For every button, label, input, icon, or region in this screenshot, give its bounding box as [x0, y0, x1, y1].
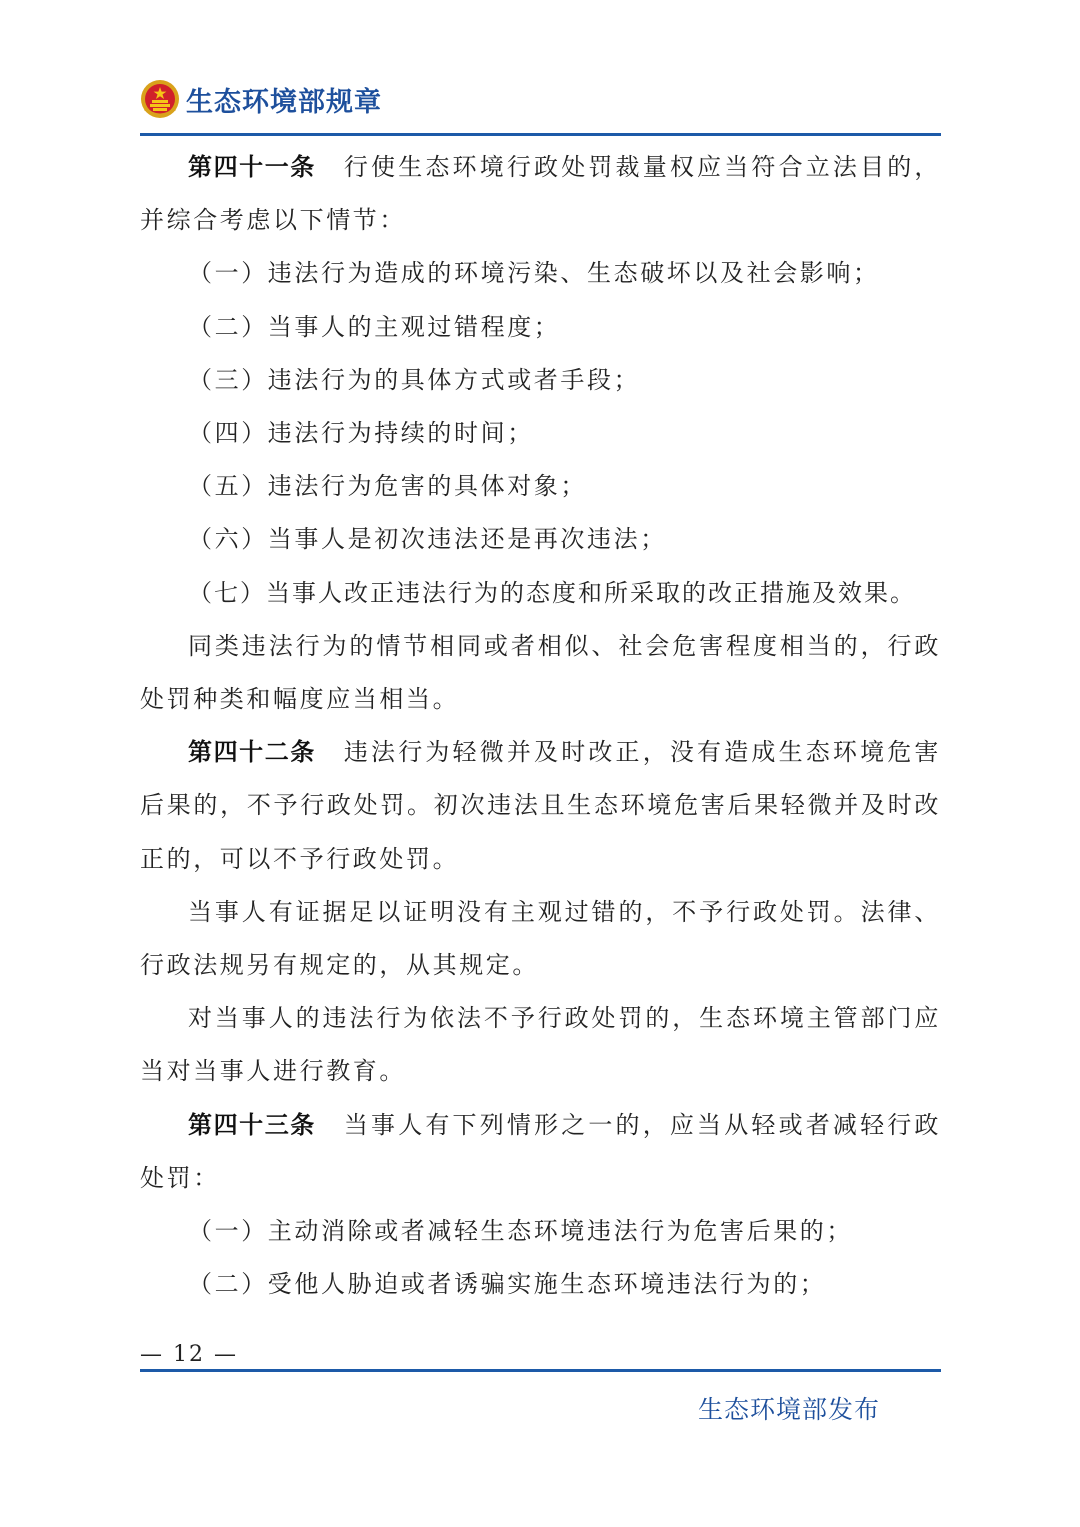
- list-item: （二）受他人胁迫或者诱骗实施生态环境违法行为的；: [188, 1270, 827, 1299]
- list-item: （六）当事人是初次违法还是再次违法；: [188, 525, 667, 554]
- page-header: [140, 76, 940, 122]
- list-item: （二）当事人的主观过错程度；: [188, 312, 561, 341]
- list-item: （七）当事人改正违法行为的态度和所采取的改正措施及效果。: [188, 578, 916, 607]
- document-body: [140, 141, 941, 1311]
- paragraph: 同类违法行为的情节相同或者相似、社会危害程度相当的，行政处罚种类和幅度应当相当。: [140, 631, 941, 714]
- list-item: （一）违法行为造成的环境污染、生态破坏以及社会影响；: [188, 259, 880, 288]
- paragraph-text: 违法行为轻微并及时改正，没有造成生态环境危害后果的，不予行政处罚。初次违法且生态环境危害后果轻微并及时改正的，可以不予行政处罚。: [140, 738, 942, 873]
- list-item: （四）违法行为持续的时间；: [188, 419, 534, 448]
- list-item: （三）违法行为的具体方式或者手段；: [188, 365, 641, 394]
- paragraph-article-41: [140, 141, 941, 247]
- paragraph-article-43: [140, 1099, 941, 1205]
- paragraph-article-42: [140, 726, 941, 886]
- paragraph: 当事人有证据足以证明没有主观过错的，不予行政处罚。法律、行政法规另有规定的，从其规定。: [140, 897, 941, 980]
- page-number: — 12 —: [140, 1342, 238, 1367]
- list-item: （五）违法行为危害的具体对象；: [188, 472, 587, 501]
- header-divider: [140, 133, 941, 136]
- paragraph-text: 行使生态环境行政处罚裁量权应当符合立法目的，并综合考虑以下情节：: [140, 153, 942, 235]
- article-label: 第四十二条: [188, 738, 316, 767]
- footer-divider: [140, 1369, 941, 1372]
- footer-publisher: 生态环境部发布: [698, 1395, 881, 1424]
- article-label: 第四十三条: [188, 1110, 316, 1139]
- header-title: 生态环境部规章: [186, 86, 382, 118]
- list-item: （一）主动消除或者减轻生态环境违法行为危害后果的；: [188, 1217, 853, 1246]
- paragraph-text: 当事人有下列情形之一的，应当从轻或者减轻行政处罚：: [140, 1110, 942, 1192]
- national-emblem-icon: [140, 79, 180, 119]
- paragraph: 对当事人的违法行为依法不予行政处罚的，生态环境主管部门应当对当事人进行教育。: [140, 1004, 941, 1086]
- article-label: 第四十一条: [188, 153, 316, 181]
